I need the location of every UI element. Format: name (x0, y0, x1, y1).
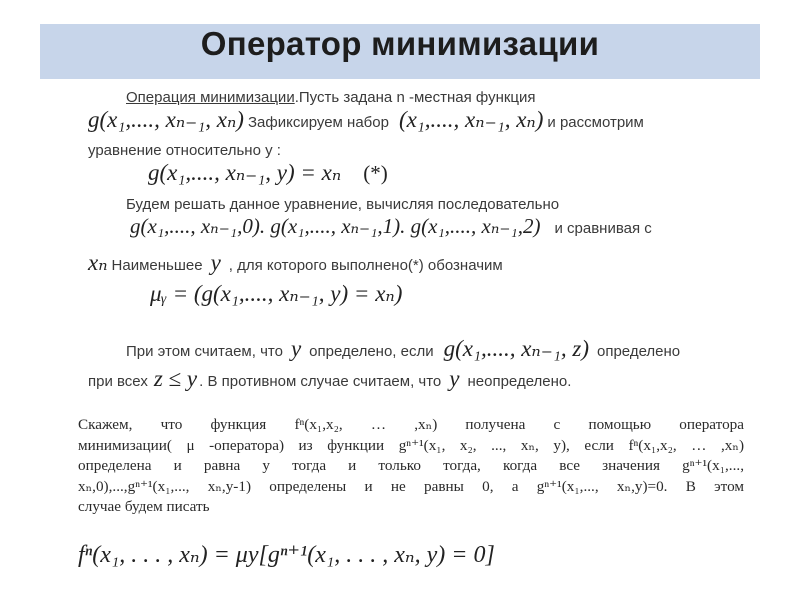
fix-set-text: Зафиксируем набор (247, 114, 389, 131)
denote-text: , для которого выполнено(*) обозначим (228, 257, 503, 274)
compare-text: и сравнивая с (554, 220, 652, 237)
var-y-2: y (290, 336, 302, 361)
definition-paragraph (78, 415, 744, 518)
text-line-10 (88, 366, 571, 392)
paragraph-line-4: xₙ,0),...,gⁿ⁺¹(x₁,..., xₙ,y-1) определены и не равны 0, а gⁿ⁺¹(x₁,..., xₙ,y)=0. В этом (78, 477, 744, 495)
operation-label: Операция минимизации (126, 89, 295, 106)
consider-defined-text: При этом считаем, что (126, 343, 283, 360)
paragraph-line-3: определена и равна y тогда и только тогда, когда все значения gⁿ⁺¹(x₁,..., (78, 457, 744, 474)
function-g: g(x₁,...., xₙ₋₁, xₙ) (88, 107, 244, 132)
undefined-text: неопределено. (467, 373, 572, 390)
final-formula: fⁿ(x₁, . . . , xₙ) = μy[gⁿ⁺¹(x₁, . . . , xₙ, y) = 0] (78, 542, 495, 568)
smallest-text: Наименьшее (111, 257, 203, 274)
equation-star (148, 160, 388, 186)
equation-formula: g(x₁,...., xₙ₋₁, y) = xₙ (148, 160, 342, 185)
var-y: y (210, 250, 221, 275)
mu-formula: μᵧ = (g(x₁,...., xₙ₋₁, y) = xₙ) (150, 281, 403, 306)
text-line-5: Будем решать данное уравнение, вычисляя последовательно (126, 196, 560, 213)
text-line-1-rest: .Пусть задана n -местная функция (294, 89, 536, 106)
text-line-7 (88, 250, 503, 276)
text-line-3: уравнение относительно y : (88, 142, 281, 159)
consider-text: и рассмотрим (547, 114, 644, 131)
paragraph-line-1: Скажем, что функция fⁿ(x₁,x₂, … ,xₙ) получена с помощью оператора (78, 416, 744, 433)
var-y-3: y (449, 366, 460, 391)
equation-tag: (*) (363, 161, 388, 185)
function-g-z: g(x₁,...., xₙ₋₁, z) (443, 336, 589, 361)
paragraph-line-2: минимизации( μ -оператора) из функции gⁿ⁺¹(x₁, x₂, ..., xₙ, y), если fⁿ(x₁,x₂, … ,xₙ) (78, 436, 744, 454)
defined-if-text: определено, если (309, 343, 434, 360)
page-title: Оператор минимизации (200, 25, 600, 62)
mu-formula-line (150, 281, 402, 307)
defined-text: определено (597, 343, 681, 360)
text-line-9 (126, 336, 680, 362)
text-line-1 (126, 89, 536, 106)
condition-z-le-y: z ≤ y (153, 366, 198, 391)
var-xn: xₙ (88, 250, 108, 275)
text-line-2 (88, 107, 644, 133)
sequence-formula: g(x₁,...., xₙ₋₁,0). g(x₁,...., xₙ₋₁,1). g(x₁,...., xₙ₋₁,2) (130, 214, 541, 238)
tuple-formula: (x₁,...., xₙ₋₁, xₙ) (398, 107, 544, 132)
otherwise-text: . В противном случае считаем, что (199, 373, 442, 390)
for-all-text: при всех (88, 373, 148, 390)
sequence-line (130, 214, 652, 239)
paragraph-line-5: случае будем писать (78, 498, 210, 515)
